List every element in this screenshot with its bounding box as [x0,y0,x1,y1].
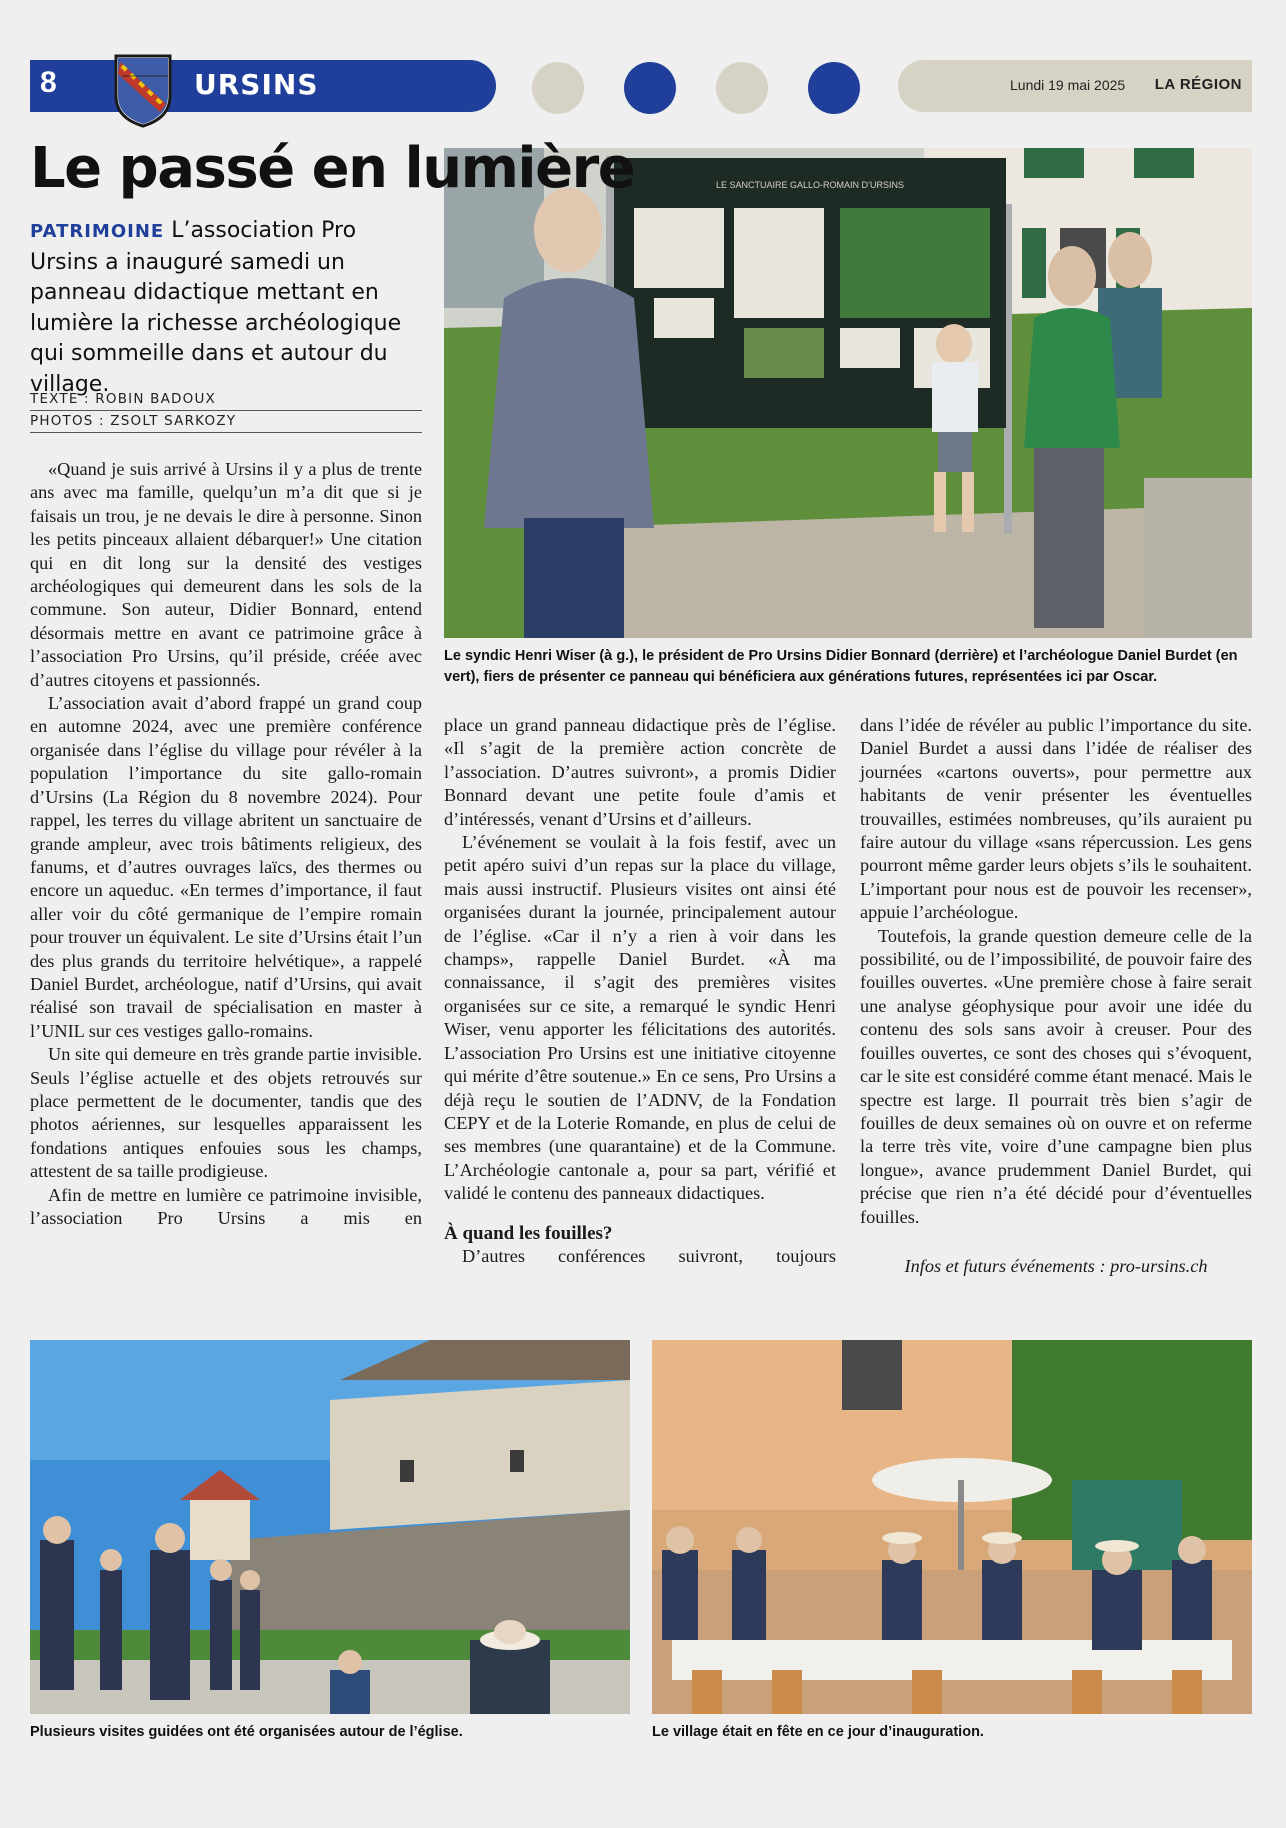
paragraph: L’événement se voulait à la fois festif, avec un petit apéro suivi d’un repas sur la place du village, mais aussi instructif. Plusieurs visites ont ainsi été organisées durant la journée, principalement autour de l’église. «Car il n’y a rien à voir dans les champs», rappelle Daniel Burdet. «À ma connaissance, il s’agit des premières visites organisées sur ce site, a remarqué le syndic Henri Wiser, venu apporter les félicitations des autorités. L’association Pro Ursins est une initiative citoyenne qui mérite d’être soutenue.» En ce sens, Pro Ursins a déjà reçu le soutien de l’ADNV, de la Fondation CEPY et de la Loterie Romande, en plus de celui de ses membres (une quarantaine) et de la Commune. L’Archéologie cantonale a, pour sa part, vérifié et validé le contenu des panneaux didactiques. [444,832,836,1204]
article-headline: Le passé en lumière [30,136,635,201]
paragraph: place un grand panneau didactique près de l’église. «Il s’agit de la première action concrète de l’association. D’autres suivront», a promis Didier Bonnard devant une petite foule d’amis et d’intéressés, venant d’Ursins et d’ailleurs. [444,715,836,829]
article-lead [30,216,430,400]
paragraph: Afin de mettre en lumière ce patrimoine invisible, l’association Pro Ursins a mis en [30,1184,422,1228]
page-number: 8 [40,66,57,99]
village-fete-caption: Le village était en fête en ce jour d’inauguration. [652,1724,984,1740]
paragraph: dans l’idée de révéler au public l’importance du site. Daniel Burdet a aussi dans l’idée de réaliser des journées «cartons ouverts», pour permettre aux habitants de venir présenter les éventuelles trouvailles, estimées nombreuses, qu’ils auraient pu faire autour du village «sans répercussion. Les gens pourront même garder leurs objets s’ils le souhaitent. L’important pour nous est de pouvoir les recenser», appuie l’archéologue. [860,715,1252,923]
paragraph: L’association avait d’abord frappé un grand coup en automne 2024, avec une première conférence organisée dans l’église du village pour révéler à la population l’importance du site gallo-romain d’Ursins (La Région du 8 novembre 2024). Pour rappel, les terres du village abritent un sanctuaire de grande ampleur, avec trois bâtiments religieux, des fanums, et d’autres ouvrages laïcs, des thermes ou encore un aqueduc. «En termes d’importance, il faut aller voir du côté germanique de l’empire romain pour trouver un équivalent. Le site d’Ursins était l’un des plus grands du territoire helvétique», a rappelé Daniel Burdet, archéologue, natif d’Ursins, qui avait réalisé son travail de spécialisation en master à l’UNIL sur ces vestiges gallo-romains. [30,693,422,1041]
coat-of-arms-icon [112,52,174,128]
paragraph: Un site qui demeure en très grande partie invisible. Seuls l’église actuelle et des objets retrouvés sur place permettent de le documenter, tandis que des photos aériennes, sur lesquelles apparaissent les fondations antiques enfouies sous les champs, attestent de sa taille prodigieuse. [30,1044,422,1182]
issue-date: Lundi 19 mai 2025 [1010,77,1126,93]
paragraph: D’autres conférences suivront, toujours [462,1245,836,1266]
guided-tour-illustration [30,1340,630,1714]
guided-tour-photo [30,1340,630,1714]
kicker: PATRIMOINE [30,221,165,242]
article-column-2 [444,714,836,1268]
header-date-bar [898,60,1252,112]
credit-photos: PHOTOS : ZSOLT SARKOZY [30,410,422,433]
infos-link: Infos et futurs événements : pro-ursins.ch [904,1255,1208,1276]
paragraph: Toutefois, la grande question demeure celle de la possibilité, ou de l’impossibilité, de pouvoir faire des fouilles ouvertes. «Une première chose à faire serait une analyse géophysique pour avoir une idée du contenu des sols sans avoir à creuser. Pour des fouilles ouvertes, ce sont des choses qui s’évoquent, car le site est considéré comme étant menacé. Mais le spectre est large. Il pourrait très bien s’agir de fouilles de deux semaines où on ouvre et on referme la terre très vite, voire d’une campagne bien plus longue», avance prudemment Daniel Burdet, qui précise que rien n’a été décidé pour d’éventuelles fouilles. [860,925,1252,1227]
article-column-1 [30,458,422,1230]
decor-dot [808,62,860,114]
article-column-3 [860,714,1252,1278]
page-header [30,58,1252,116]
paragraph: «Quand je suis arrivé à Ursins il y a plus de trente ans avec ma famille, quelqu’un m’a dit que si je faisais un trou, je ne devais le dire à personne. Sinon les petits pinceaux allaient débarquer!» Une citation qui en dit long sur la densité des vestiges archéologiques qui demeurent dans les sols de la commune. Son auteur, Didier Bonnard, entend désormais mettre en avant ce patrimoine grâce à l’association Pro Ursins, qu’il préside, créée avec d’autres citoyens et passionnés. [30,459,422,690]
main-photo-caption: Le syndic Henri Wiser (à g.), le président de Pro Ursins Didier Bonnard (derrière) et l’archéologue Daniel Burdet (en vert), fiers de présenter ce panneau qui bénéficiera aux générations futures, représentées ici par Oscar. [444,648,1238,685]
village-fete-illustration [652,1340,1252,1714]
decor-dot [624,62,676,114]
credit-text: TEXTE : ROBIN BADOUX [30,388,422,411]
village-fete-photo [652,1340,1252,1714]
panel-title: LE SANCTUAIRE GALLO-ROMAIN D’URSINS [715,180,905,190]
main-photo-illustration [444,148,1252,638]
decor-dot [716,62,768,114]
lead-text: L’association Pro Ursins a inauguré samedi un panneau didactique mettant en lumière la richesse archéologique qui sommeille dans et autour du village. [30,218,402,397]
section-title: URSINS [194,68,319,101]
guided-tour-caption: Plusieurs visites guidées ont été organisées autour de l’église. [30,1724,463,1740]
subheading: À quand les fouilles? [444,1222,613,1244]
decor-dot [532,62,584,114]
main-photo [444,148,1252,638]
section-banner [30,60,496,112]
newspaper-name: LA RÉGION [1154,76,1242,93]
